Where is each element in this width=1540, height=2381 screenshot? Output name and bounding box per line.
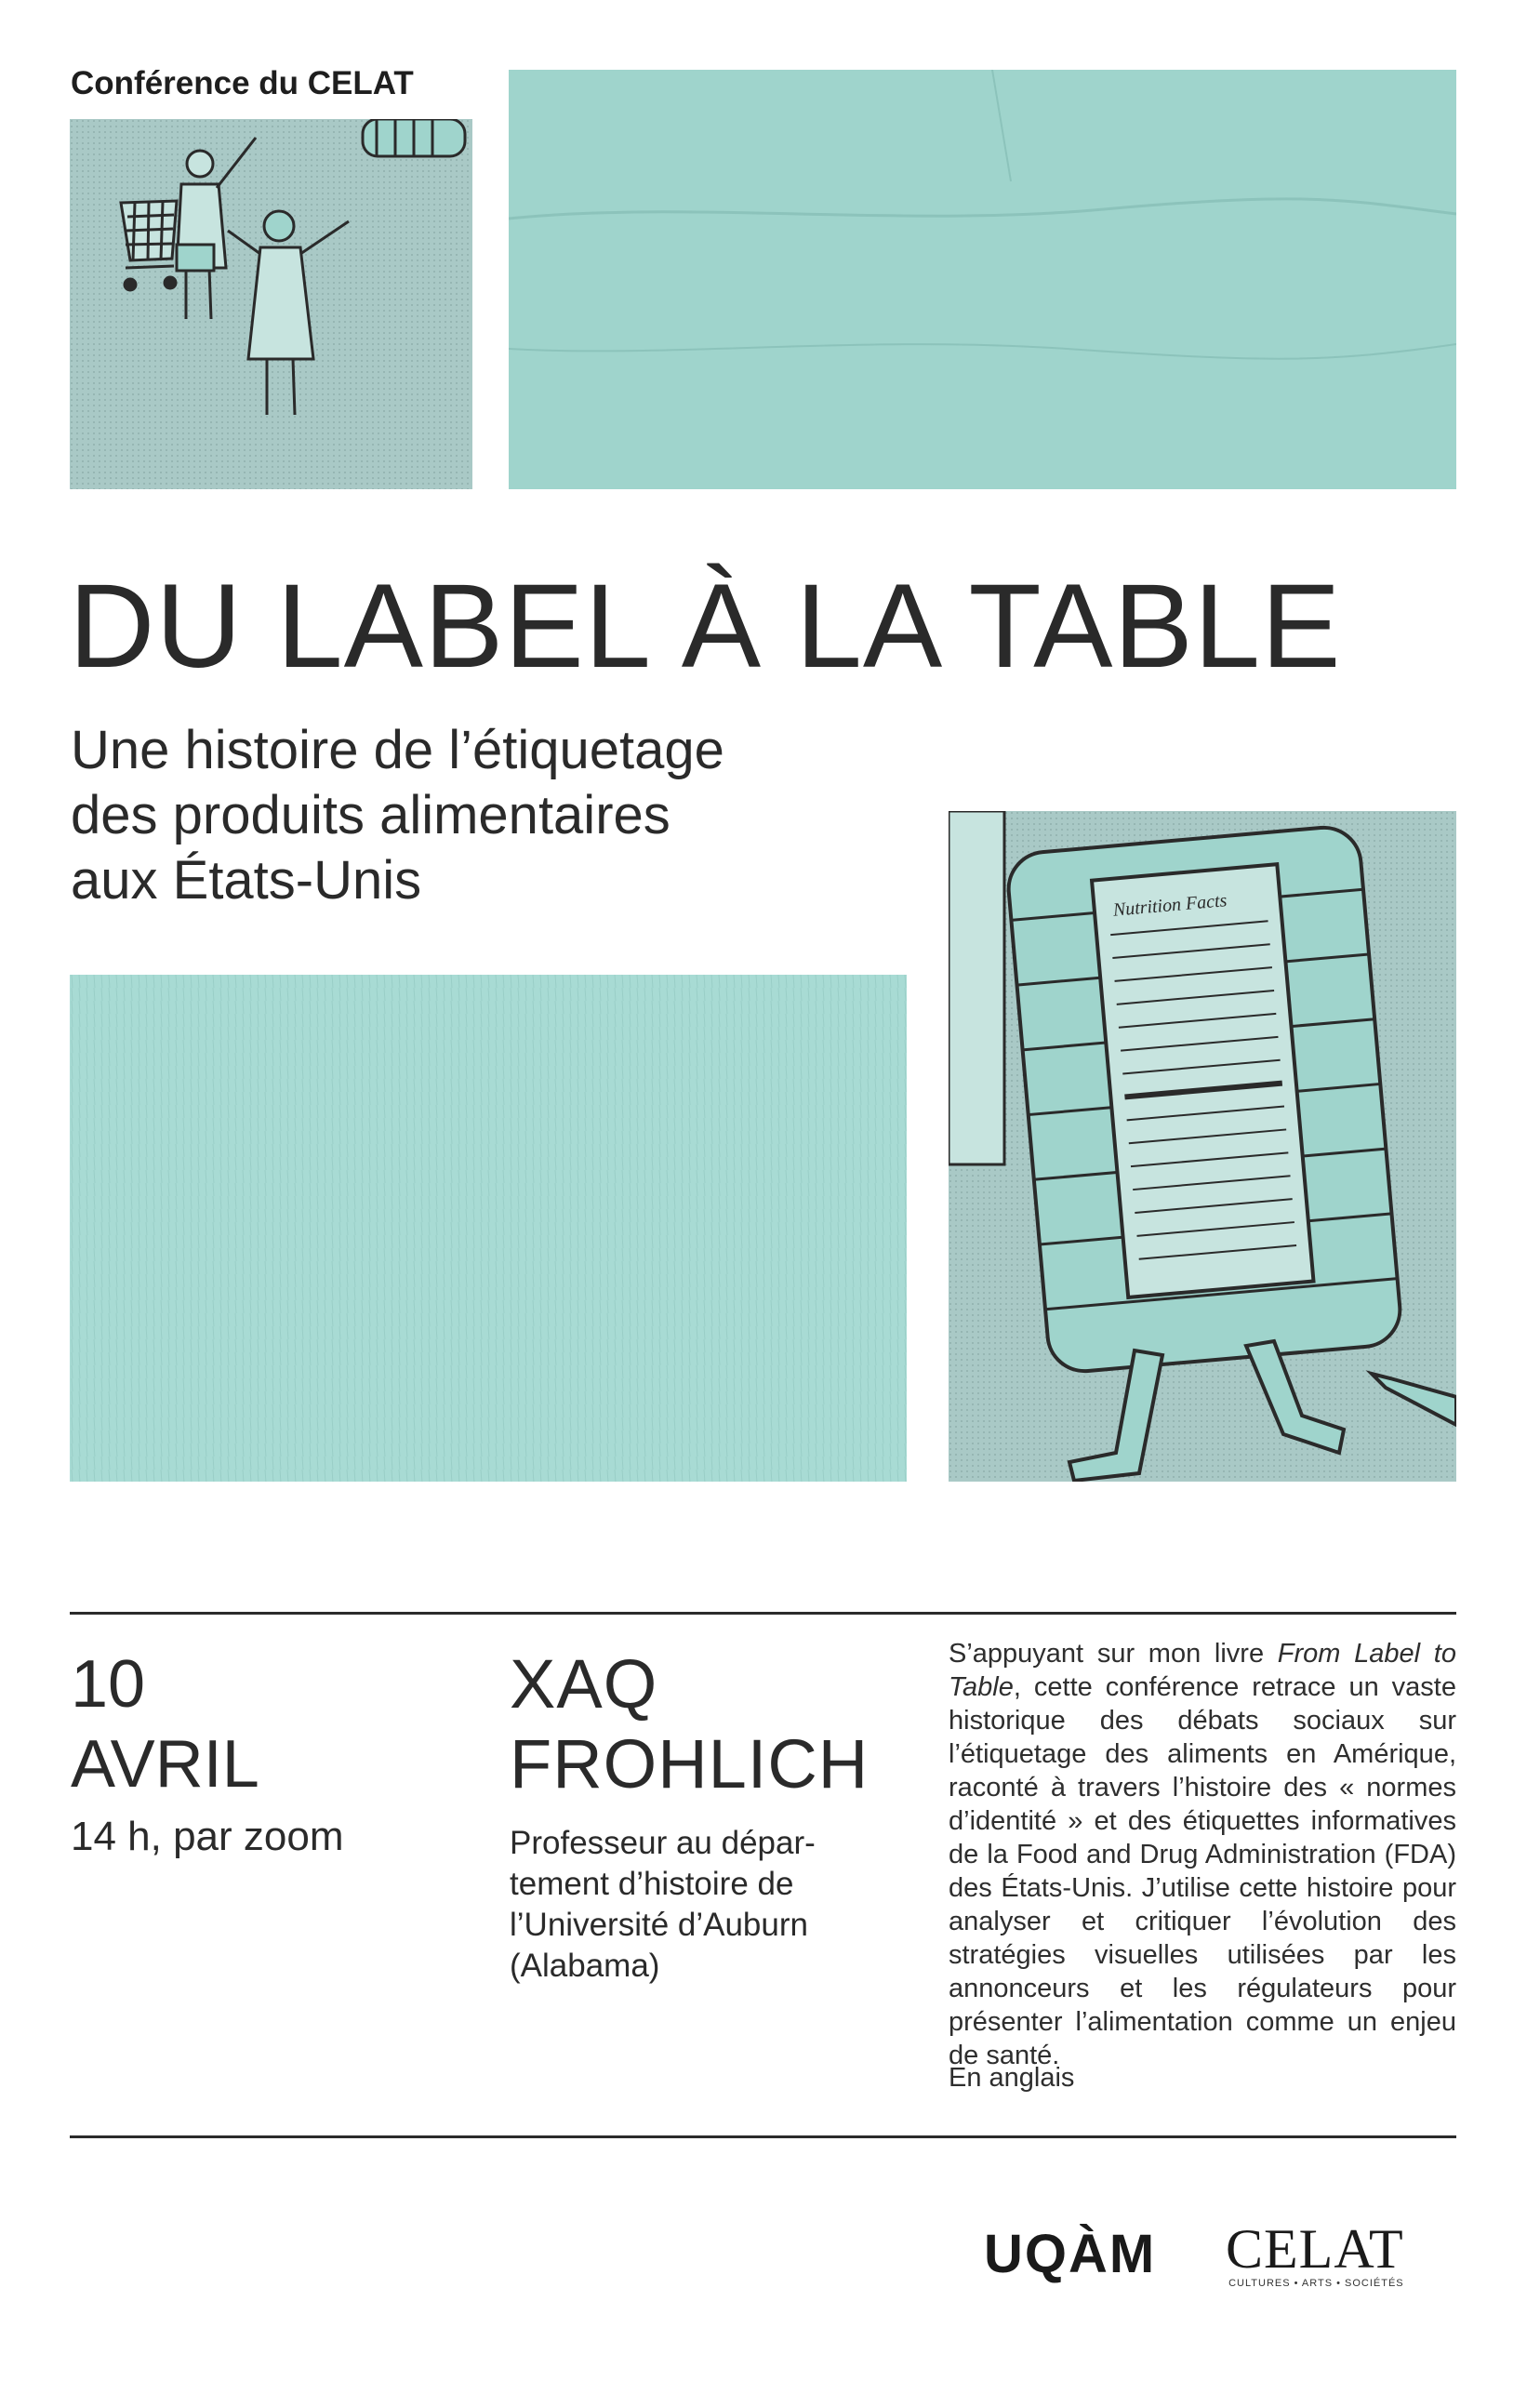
- uqam-logo: UQÀM: [984, 2224, 1157, 2284]
- celat-tagline: CULTURES • ARTS • SOCIÉTÉS: [1228, 2278, 1404, 2289]
- subtitle-line: des produits alimentaires: [71, 785, 670, 845]
- nutrition-facts-heading: Nutrition Facts: [1111, 890, 1228, 921]
- speaker-block: [510, 1644, 869, 1987]
- subtitle-line: aux États-Unis: [71, 850, 422, 911]
- language-note: En anglais: [949, 2063, 1075, 2093]
- event-month: AVRIL: [71, 1727, 259, 1802]
- event-date: [71, 1644, 344, 1860]
- celat-logo: [1226, 2217, 1404, 2289]
- section-divider-bottom: [70, 2135, 1456, 2138]
- speaker-role-line: Professeur au dépar-: [510, 1825, 816, 1861]
- speaker-role: [510, 1823, 869, 1987]
- poster-title: DU LABEL À LA TABLE: [69, 560, 1342, 693]
- subtitle-line: Une histoire de l’étiquetage: [71, 720, 724, 780]
- lecture-description: [949, 1637, 1456, 2072]
- section-divider-top: [70, 1612, 1456, 1615]
- event-time: 14 h, par zoom: [71, 1814, 344, 1859]
- speaker-role-line: l’Université d’Auburn: [510, 1907, 808, 1943]
- event-day: 10: [71, 1647, 146, 1722]
- shoppers-illustration: [70, 119, 472, 489]
- description-body: , cette conférence retrace un vaste historique des débats sociaux sur l’étiquetage des aliments en Amérique, raconté à travers l’histoire des « normes d’identité » et des étiquettes informatives de la Food and Drug Administration (FDA) des États-Unis. J’utilise cette histoire pour analyser et critiquer l’évolution des stratégies visuelles utilisées par les annonceurs et les régulateurs pour présenter l’alimentation comme un enjeu de santé.: [949, 1672, 1456, 2070]
- paper-texture-panel-bottom: [70, 975, 907, 1482]
- speaker-name-first: XAQ: [510, 1645, 658, 1723]
- nutrition-label-illustration: [949, 811, 1456, 1482]
- poster-subtitle: [71, 718, 724, 913]
- description-prefix: S’appuyant sur mon livre: [949, 1639, 1278, 1669]
- book-title: From Label to Table: [949, 1639, 1456, 1702]
- celat-logo-wordmark: CELAT: [1226, 2218, 1404, 2280]
- speaker-role-line: (Alabama): [510, 1948, 660, 1984]
- paper-texture-panel-top: [509, 70, 1456, 489]
- speaker-role-line: tement d’histoire de: [510, 1866, 794, 1902]
- speaker-name-last: FROHLICH: [510, 1725, 870, 1802]
- event-series-label: Conférence du CELAT: [71, 65, 414, 101]
